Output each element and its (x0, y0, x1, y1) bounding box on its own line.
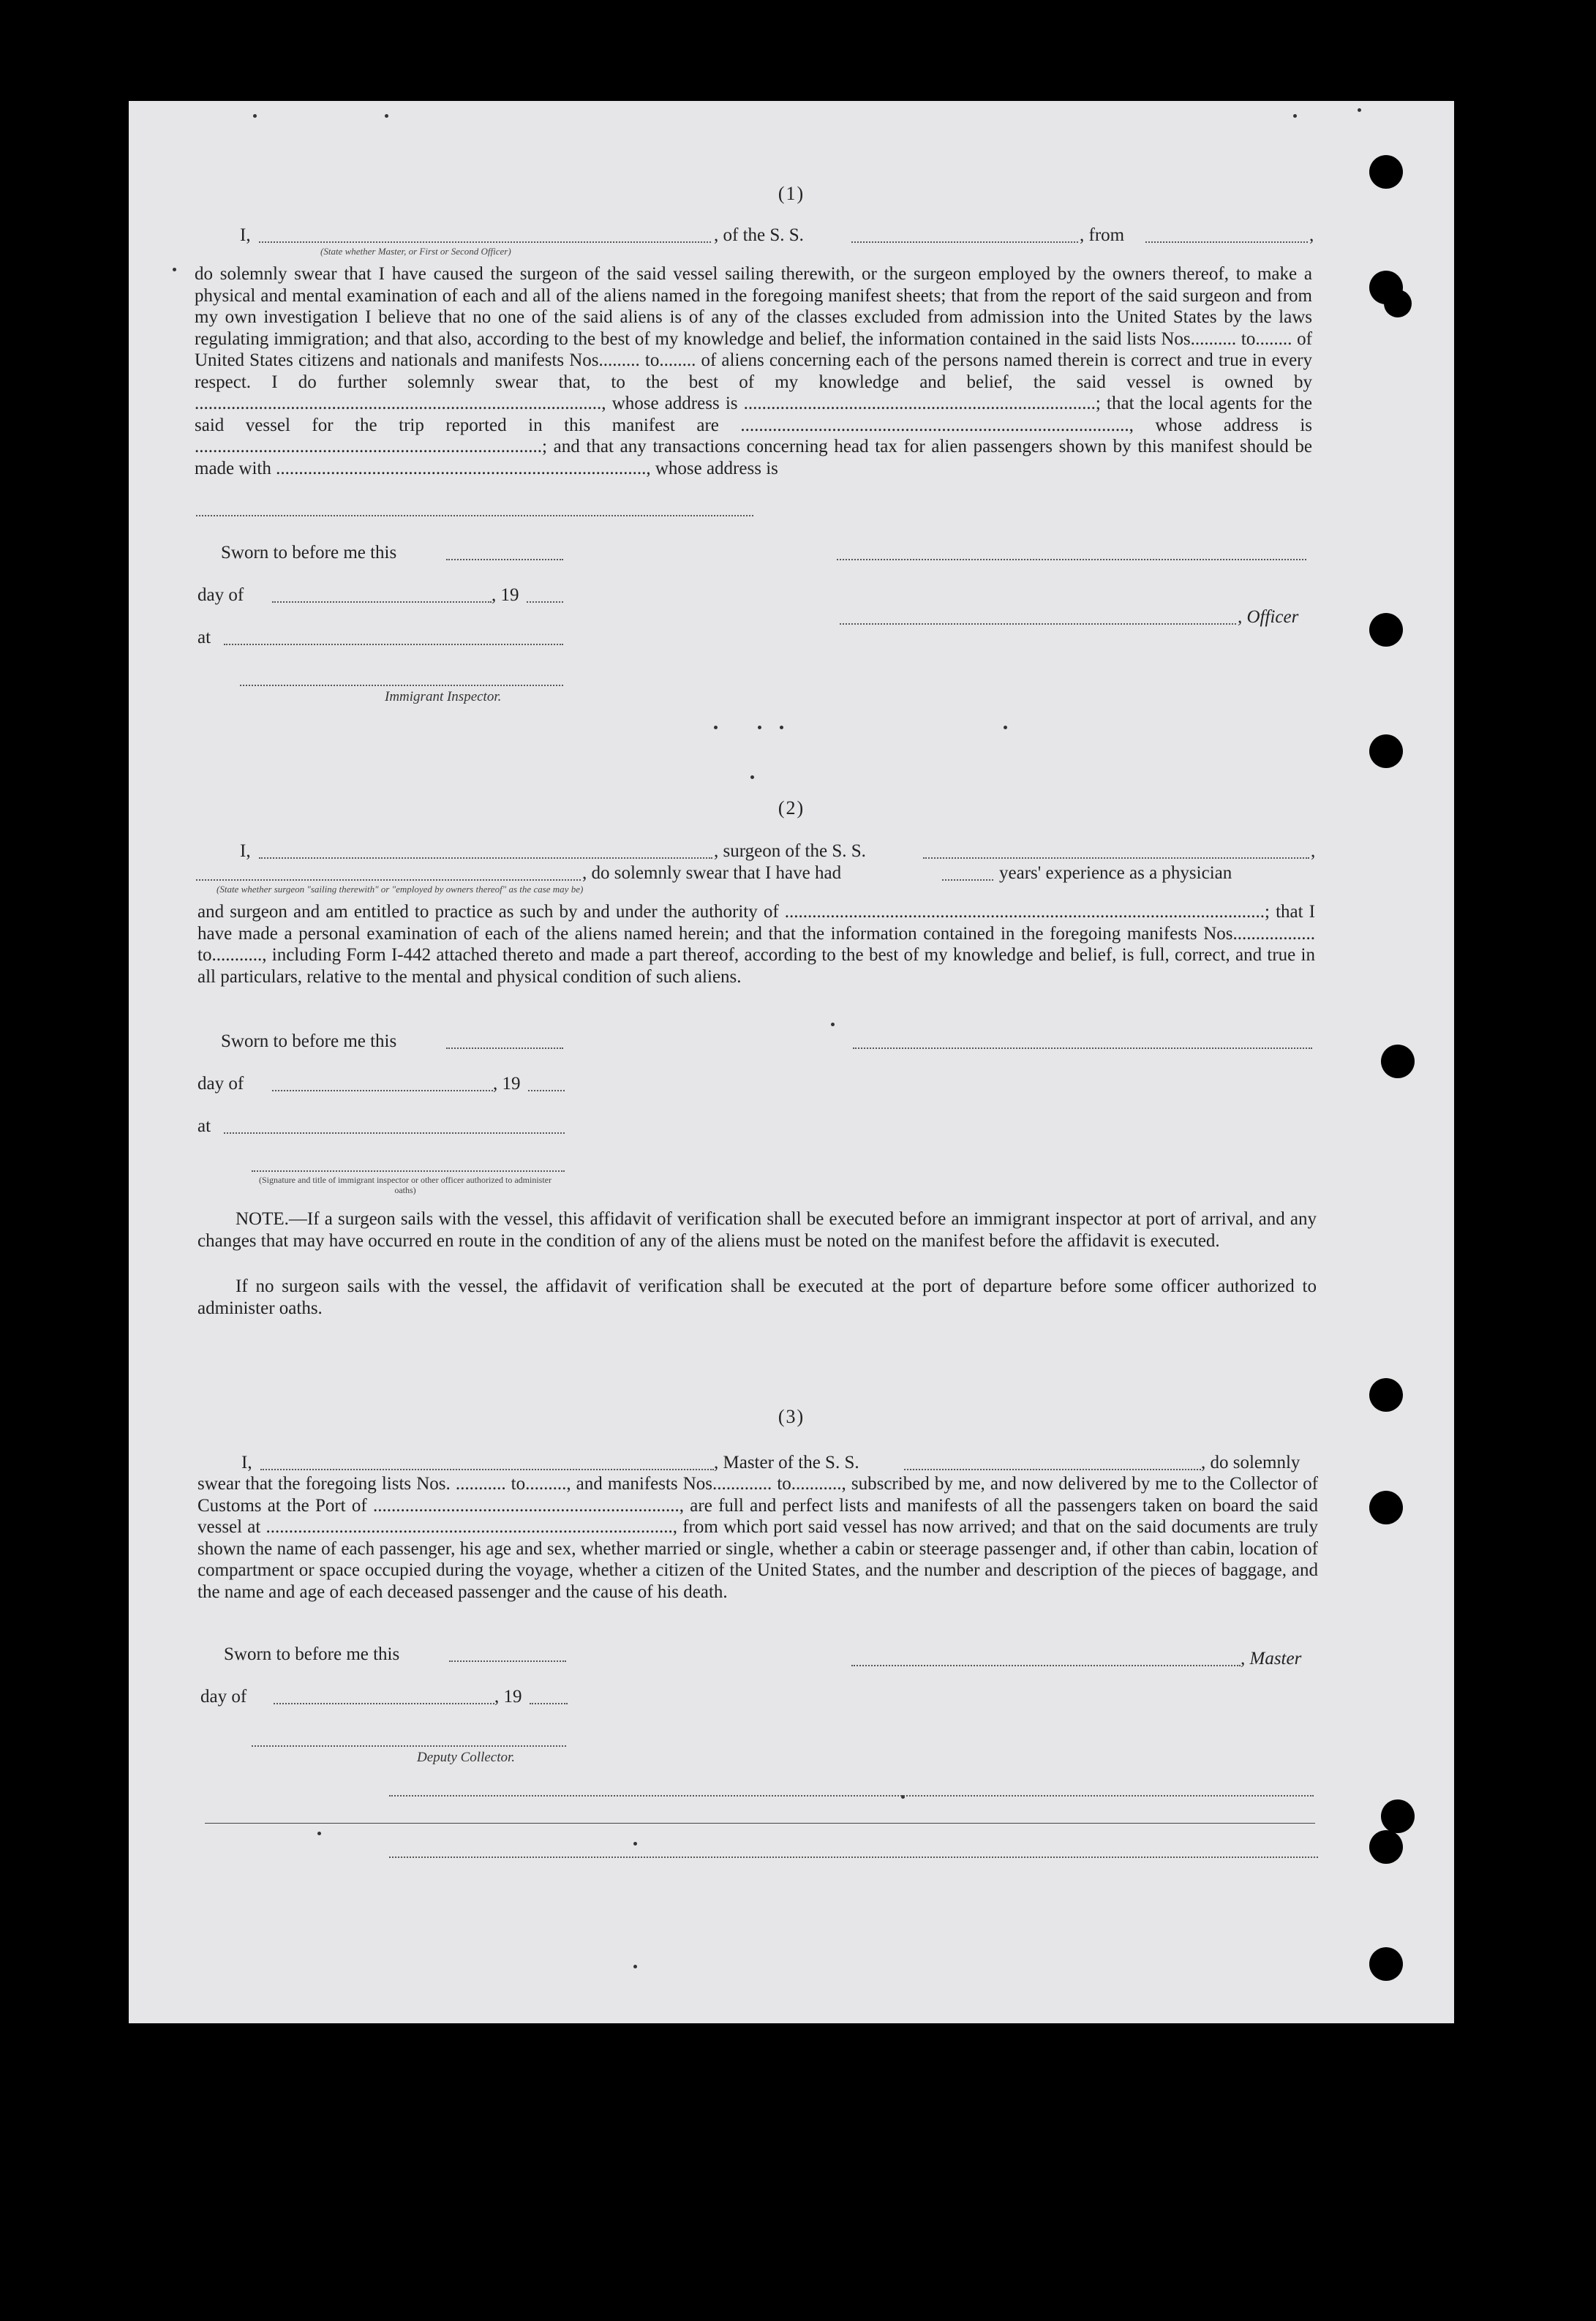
day-of-label: day of (197, 1074, 244, 1094)
ship-blank (851, 241, 1078, 243)
section-1-heading: (1) (778, 183, 805, 204)
name-blank (259, 241, 711, 243)
punch-hole (1369, 1947, 1403, 1981)
punch-hole (1369, 734, 1403, 768)
at-blank (224, 644, 563, 645)
line-end-comma: , (1311, 841, 1316, 861)
section-1-lead: I, (240, 225, 251, 245)
speck (1293, 114, 1297, 118)
at-blank (224, 1132, 565, 1134)
surgeon-status-note: (State whether surgeon "sailing therewith" or "employed by owners thereof" as the case may be) (217, 884, 584, 895)
day-of-label: day of (200, 1687, 247, 1707)
day-blank (274, 1703, 494, 1704)
year-label: , 19 (492, 585, 519, 605)
speck (173, 268, 176, 271)
speck (1358, 108, 1361, 112)
sworn-label: Sworn to before me this (221, 1031, 397, 1051)
day-blank (272, 601, 492, 603)
speck (714, 726, 718, 729)
from-blank (1145, 241, 1308, 243)
from-label: , from (1080, 225, 1125, 245)
sworn-blank (449, 1660, 566, 1662)
section-3-lead: I, (241, 1453, 252, 1472)
speck (317, 1832, 321, 1835)
footer-rule (205, 1823, 1315, 1824)
deputy-collector-label: Deputy Collector. (417, 1750, 516, 1765)
officer-rank-note: (State whether Master, or First or Second Officer) (320, 246, 511, 257)
day-blank (272, 1090, 493, 1091)
note-text: —If a surgeon sails with the vessel, this affidavit of verification shall be executed before an immigrant inspector at port of arrival, and any changes that may have occurred en route in the condition of any of the aliens must be noted on the manifest before the affidavit is executed. (197, 1209, 1317, 1251)
officer-signature-blank-top (837, 559, 1306, 560)
speck (750, 775, 754, 779)
speck (1004, 726, 1007, 729)
surgeon-status-blank (196, 879, 581, 881)
speck (758, 726, 761, 729)
no-surgeon-note: If no surgeon sails with the vessel, the affidavit of verification shall be executed at the port of departure before some officer authorized to administer oaths. (197, 1276, 1317, 1318)
speck (253, 114, 257, 118)
sworn-blank (446, 1047, 563, 1049)
surgeon-of-label: , surgeon of the S. S. (714, 841, 866, 861)
speck (831, 1023, 835, 1026)
day-of-label: day of (197, 585, 244, 605)
section-3-heading: (3) (778, 1406, 805, 1427)
section-2-oath-text: and surgeon and am entitled to practice as such by and under the authority of .........................................................................................................; that I have made a personal examination of each of the aliens named herein; and that the information contained in the foregoing manifests Nos.................. to..........., including Form I-442 attached thereto and made a part thereof, according to the best of my knowledge and belief, is full, correct, and true in all particulars, relative to the mental and physical condition of such aliens. (197, 902, 1315, 987)
master-label: , Master (1241, 1649, 1302, 1669)
speck (385, 114, 388, 118)
section-2-heading: (2) (778, 797, 805, 819)
master-ship-blank (904, 1469, 1201, 1470)
deputy-signature-blank (252, 1745, 566, 1747)
speck (633, 1965, 637, 1968)
master-of-label: , Master of the S. S. (714, 1453, 859, 1472)
officer-label: , Officer (1238, 607, 1299, 627)
speck (780, 726, 783, 729)
master-signature-blank (851, 1665, 1241, 1666)
sworn-label: Sworn to before me this (224, 1644, 400, 1664)
punch-hole (1369, 1830, 1403, 1864)
year-blank (527, 601, 563, 603)
year-label: , 19 (493, 1074, 521, 1094)
year-blank (530, 1703, 568, 1704)
authorizing-officer-signature-blank (252, 1170, 565, 1172)
sworn-blank (446, 559, 563, 560)
solemnly-swear-label: , do solemnly swear that I have had (582, 863, 842, 883)
section-1-oath-text: do solemnly swear that I have caused the surgeon of the said vessel sailing therewith, or the surgeon employed by the owners thereof, to make a physical and mental examination of each and all of the aliens named in the foregoing manifest sheets; that from the report of the said surgeon and from my own investigation I believe that no one of the said aliens is of any of the classes excluded from admission into the United States by the laws regulating immigration; and that also, according to the best of my knowledge and belief, the information contained in the said lists Nos.......... to........ of United States citizens and nationals and manifests Nos......... to........ of aliens concerning each of the persons named therein is correct and true in every respect. I do further solemnly swear that, to the best of my knowledge and belief, the said vessel is owned by ........................................................................................., whose address is .............................................................................; that the local agents for the said vessel for the trip reported in this manifest are ....................................................................................., whose address is ............................................................................; and that any transactions concerning head tax for alien passengers shown by this manifest should be made with ................................................................................., whose address is (195, 264, 1312, 478)
surgeon-note (197, 1208, 1317, 1252)
officer-signature-blank (840, 623, 1236, 625)
at-label: at (197, 628, 211, 647)
punch-hole (1381, 1799, 1415, 1833)
manifest-page (129, 101, 1454, 2023)
year-label: , 19 (494, 1687, 522, 1707)
at-label: at (197, 1116, 211, 1136)
experience-label: years' experience as a physician (999, 863, 1232, 883)
punch-hole (1381, 1045, 1415, 1078)
punch-hole (1369, 613, 1403, 647)
signature-title-note: (Signature and title of immigrant inspector or other officer authorized to administer oaths) (259, 1175, 552, 1195)
line-end-comma: , (1309, 225, 1314, 245)
years-blank (942, 879, 993, 881)
footer-dotted-line (389, 1857, 1318, 1858)
section-3-oath-text: swear that the foregoing lists Nos. ........... to........., and manifests Nos............. to..........., subscribed by me, and now delivered by me to the Collector of Customs at the Port of ..................................................................., are full and perfect lists and manifests of all the passengers taken on board the said vessel at ........................................................................................., from which port said vessel has now arrived; and that on the said documents are truly shown the name of each passenger, his age and sex, whether married or single, whether a cabin or steerage passenger and, if other than cabin, location of compartment or space occupied during the voyage, whether a citizen of the United States, and the number and description of the pieces of baggage, and the name and age of each deceased passenger and the cause of his death. (197, 1474, 1318, 1602)
address-continuation-blank (196, 515, 753, 516)
surgeon-name-blank (259, 857, 712, 859)
do-solemnly-label: , do solemnly (1201, 1453, 1300, 1472)
section-2-lead: I, (240, 841, 251, 861)
inspector-signature-blank (240, 685, 563, 686)
immigrant-inspector-label: Immigrant Inspector. (385, 689, 502, 704)
punch-hole (1384, 290, 1412, 317)
surgeon-ship-blank (923, 857, 1309, 859)
footer-dotted-line (389, 1795, 1314, 1797)
punch-hole (1369, 1491, 1403, 1524)
of-ship-label: , of the S. S. (714, 225, 804, 245)
sworn-label: Sworn to before me this (221, 543, 397, 563)
note-label: NOTE. (236, 1209, 289, 1229)
speck (633, 1842, 637, 1846)
surgeon-signature-blank (853, 1047, 1312, 1049)
year-blank (528, 1090, 565, 1091)
master-name-blank (260, 1469, 714, 1470)
